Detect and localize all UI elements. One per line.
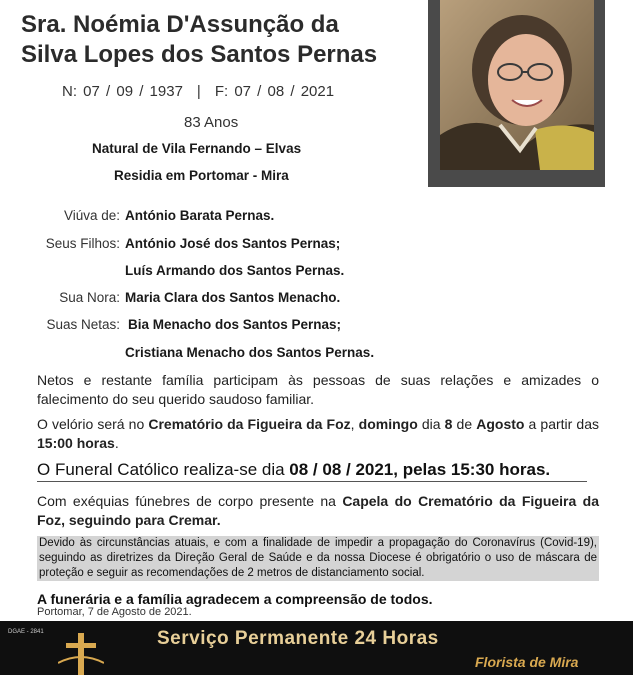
relative-value-viuva: António Barata Pernas. (125, 208, 275, 223)
velorio-date-day: 8 (444, 416, 453, 432)
date-separator: | (196, 83, 201, 100)
velorio-text-c: , (350, 416, 359, 432)
velorio-text-e: dia (417, 416, 445, 432)
relative-value-nora: Maria Clara dos Santos Menacho. (125, 290, 341, 305)
relative-value-filho-1: António José dos Santos Pernas; (125, 236, 341, 251)
exequias-location: Capela do Crematório da Figueira da Foz, seguindo para Cremar. (37, 493, 599, 528)
age: 83 Anos (184, 114, 239, 131)
funeral-line (37, 460, 550, 480)
deceased-name (21, 10, 421, 70)
relative-label-filhos: Seus Filhos: (45, 236, 120, 251)
funeral-datetime: 08 / 08 / 2021, pelas 15:30 horas. (289, 460, 551, 479)
velorio-day: domingo (358, 416, 418, 432)
relative-value-neta-2: Cristiana Menacho dos Santos Pernas. (125, 345, 375, 360)
birth-date: N: 07 / 09 / 1937 (62, 83, 183, 100)
velorio-text-i: a partir das (524, 416, 600, 432)
velorio-month: Agosto (476, 416, 525, 432)
name-line-1: Sra. Noémia D'Assunção da (21, 11, 339, 38)
florista-brand: Florista de Mira (475, 654, 579, 670)
funeral-text: O Funeral Católico realiza-se dia (37, 460, 290, 479)
velorio-text-g: de (452, 416, 477, 432)
relative-label-netas: Suas Netas: (46, 317, 120, 332)
dgae-badge: DGAE - 2841 (8, 629, 44, 635)
relative-label-viuva: Viúva de: (63, 208, 120, 223)
birthplace: Natural de Vila Fernando – Elvas (92, 141, 302, 156)
relative-label-nora: Sua Nora: (59, 290, 120, 305)
velorio-text-k: . (114, 435, 119, 451)
velorio-text-a: O velório será no (37, 416, 149, 432)
exequias-text: Com exéquias fúnebres de corpo presente na (37, 493, 343, 509)
netos-paragraph: Netos e restante família participam às pessoas de suas relações e amizades o falecimento do seu querido saudoso familiar. (37, 372, 599, 407)
velorio-paragraph (37, 415, 599, 453)
cross-logo-icon (58, 633, 104, 675)
covid-notice: Devido às circunstâncias atuais, e com a finalidade de impedir a propagação do Coronavírus (Covid-19), seguindo as diretrizes da Direção Geral de Saúde e da nossa Diocese é obrigatório o uso de máscara de proteção e seguir as recomendações de 2 metros de distanciamento social. (39, 537, 597, 579)
velorio-time: 15:00 horas (37, 435, 115, 451)
thanks-line: A funerária e a família agradecem a compreensão de todos. (37, 591, 433, 607)
service-banner: Serviço Permanente 24 Horas (157, 628, 439, 649)
funeral-underline (37, 481, 587, 482)
residence: Residia em Portomar - Mira (114, 168, 289, 183)
relative-value-filho-2: Luís Armando dos Santos Pernas. (125, 263, 345, 278)
place-date: Portomar, 7 de Agosto de 2021. (37, 606, 192, 618)
portrait-illustration (440, 0, 594, 170)
relative-value-neta-1: Bia Menacho dos Santos Pernas; (128, 317, 342, 332)
name-line-2: Silva Lopes dos Santos Pernas (21, 41, 378, 68)
velorio-location: Crematório da Figueira da Foz (148, 416, 351, 432)
dates-line (62, 83, 334, 100)
portrait-photo (440, 0, 594, 170)
death-date: F: 07 / 08 / 2021 (214, 83, 335, 100)
exequias-paragraph (37, 492, 599, 530)
